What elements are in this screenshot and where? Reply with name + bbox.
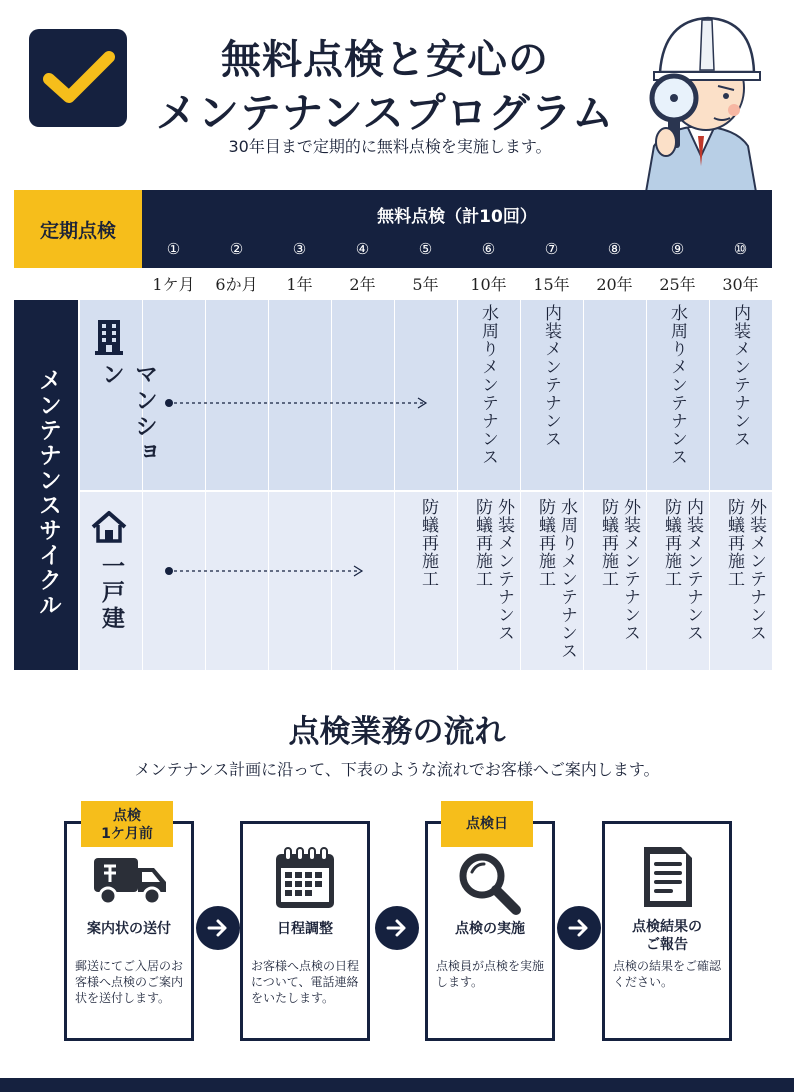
calendar-icon <box>273 846 337 910</box>
step-name: 案内状の送付 <box>87 921 171 937</box>
inspection-period: 1年 <box>286 275 313 294</box>
checkmark-icon <box>43 49 115 109</box>
inspection-period: 1ケ月 <box>152 275 195 294</box>
step-tag-one-month-before: 点検 1ケ月前 <box>81 801 173 847</box>
checkmark-badge <box>29 29 127 127</box>
page-title-line1: 無料点検と安心の <box>221 37 549 83</box>
house-item-25y-a: 内装メンテナンス <box>683 498 703 642</box>
inspection-period: 10年 <box>470 275 507 294</box>
regular-inspection-label: 定期点検 <box>14 190 142 268</box>
maintenance-cycle-text: メンテナンスサイクル <box>35 368 61 618</box>
step-description: 点検の結果をご確認ください。 <box>613 959 722 989</box>
inspection-period: 5年 <box>412 275 439 294</box>
step-name: 点検の実施 <box>455 921 525 937</box>
flow-step-send-notice <box>64 821 194 1041</box>
free-inspection-header <box>142 190 772 268</box>
grid-cell <box>394 300 457 490</box>
step-tag-inspection-day: 点検日 <box>441 801 533 847</box>
inspection-number: ① <box>166 240 181 258</box>
arrow-right-icon <box>385 916 409 940</box>
inspection-number: ② <box>229 240 244 258</box>
mansion-item-15y: 内装メンテナンス <box>541 304 561 448</box>
arrow-right-icon <box>567 916 591 940</box>
house-item-25y-b: 防蟻再施工 <box>661 498 681 588</box>
inspection-number: ⑦ <box>544 240 559 258</box>
inspector-illustration-icon <box>626 6 776 192</box>
house-item-20y-a: 外装メンテナンス <box>620 498 640 642</box>
inspection-number: ④ <box>355 240 370 258</box>
step-name: 日程調整 <box>277 921 333 937</box>
mansion-item-10y: 水周りメンテナンス <box>478 304 498 466</box>
grid-cell <box>142 492 205 670</box>
flow-step-inspection <box>425 821 555 1041</box>
house-item-15y-a: 水周りメンテナンス <box>557 498 577 660</box>
step-name: 点検結果の ご報告 <box>632 919 702 953</box>
timeline-arrow <box>162 564 368 578</box>
grid-cell <box>268 492 331 670</box>
arrow-right-icon <box>206 916 230 940</box>
house-item-15y-b: 防蟻再施工 <box>535 498 555 588</box>
inspection-number: ⑨ <box>670 240 685 258</box>
grid-cell <box>205 300 268 490</box>
inspection-number: ⑤ <box>418 240 433 258</box>
house-item-10y-a: 外装メンテナンス <box>494 498 514 642</box>
mansion-label <box>80 300 157 490</box>
house-icon <box>90 510 128 544</box>
inspection-period: 2年 <box>349 275 376 294</box>
flow-arrow <box>375 906 419 950</box>
flow-subtitle: メンテナンス計画に沿って、下表のような流れでお客様へご案内します。 <box>134 760 660 779</box>
step-description: 郵送にてご入居のお客様へ点検のご案内状を送付します。 <box>75 959 184 1005</box>
footer-bar <box>0 1078 794 1092</box>
timeline-arrow <box>162 396 432 410</box>
house-item-20y-b: 防蟻再施工 <box>598 498 618 588</box>
flow-arrow <box>196 906 240 950</box>
grid-cell <box>331 492 394 670</box>
building-icon <box>95 318 123 356</box>
maintenance-cycle-label <box>14 300 78 670</box>
inspection-period: 20年 <box>596 275 633 294</box>
flow-arrow <box>557 906 601 950</box>
inspection-number: ⑧ <box>607 240 622 258</box>
inspection-period: 15年 <box>533 275 570 294</box>
inspection-number: ⑥ <box>481 240 496 258</box>
house-label-text: 一戸建 <box>98 554 124 632</box>
magnifier-icon <box>458 852 522 916</box>
inspection-number: ⑩ <box>733 240 748 258</box>
step-description: 点検員が点検を実施します。 <box>436 959 545 989</box>
delivery-truck-icon <box>92 854 168 906</box>
house-item-30y-a: 外装メンテナンス <box>746 498 766 642</box>
mansion-item-25y: 水周りメンテナンス <box>667 304 687 466</box>
step-description: お客様へ点検の日程について、電話連絡をいたします。 <box>251 959 360 1005</box>
page-subtitle: 30年目まで定期的に無料点検を実施します。 <box>228 137 552 156</box>
inspection-period: 25年 <box>659 275 696 294</box>
flow-step-schedule <box>240 821 370 1041</box>
grid-cell <box>268 300 331 490</box>
flow-title: 点検業務の流れ <box>288 714 506 750</box>
report-document-icon <box>641 844 695 910</box>
page-title-line2: メンテナンスプログラム <box>155 89 615 137</box>
mansion-label-text: マンション <box>98 362 157 466</box>
house-item-5y: 防蟻再施工 <box>418 498 438 588</box>
grid-cell <box>583 300 646 490</box>
house-label <box>80 492 140 670</box>
inspection-period: 30年 <box>722 275 759 294</box>
inspection-period: 6か月 <box>215 275 258 294</box>
inspection-number: ③ <box>292 240 307 258</box>
grid-cell <box>331 300 394 490</box>
free-inspection-title: 無料点検（計10回） <box>377 207 537 227</box>
grid-cell <box>205 492 268 670</box>
house-item-30y-b: 防蟻再施工 <box>724 498 744 588</box>
flow-step-report <box>602 821 732 1041</box>
house-item-10y-b: 防蟻再施工 <box>472 498 492 588</box>
mansion-item-30y: 内装メンテナンス <box>730 304 750 448</box>
